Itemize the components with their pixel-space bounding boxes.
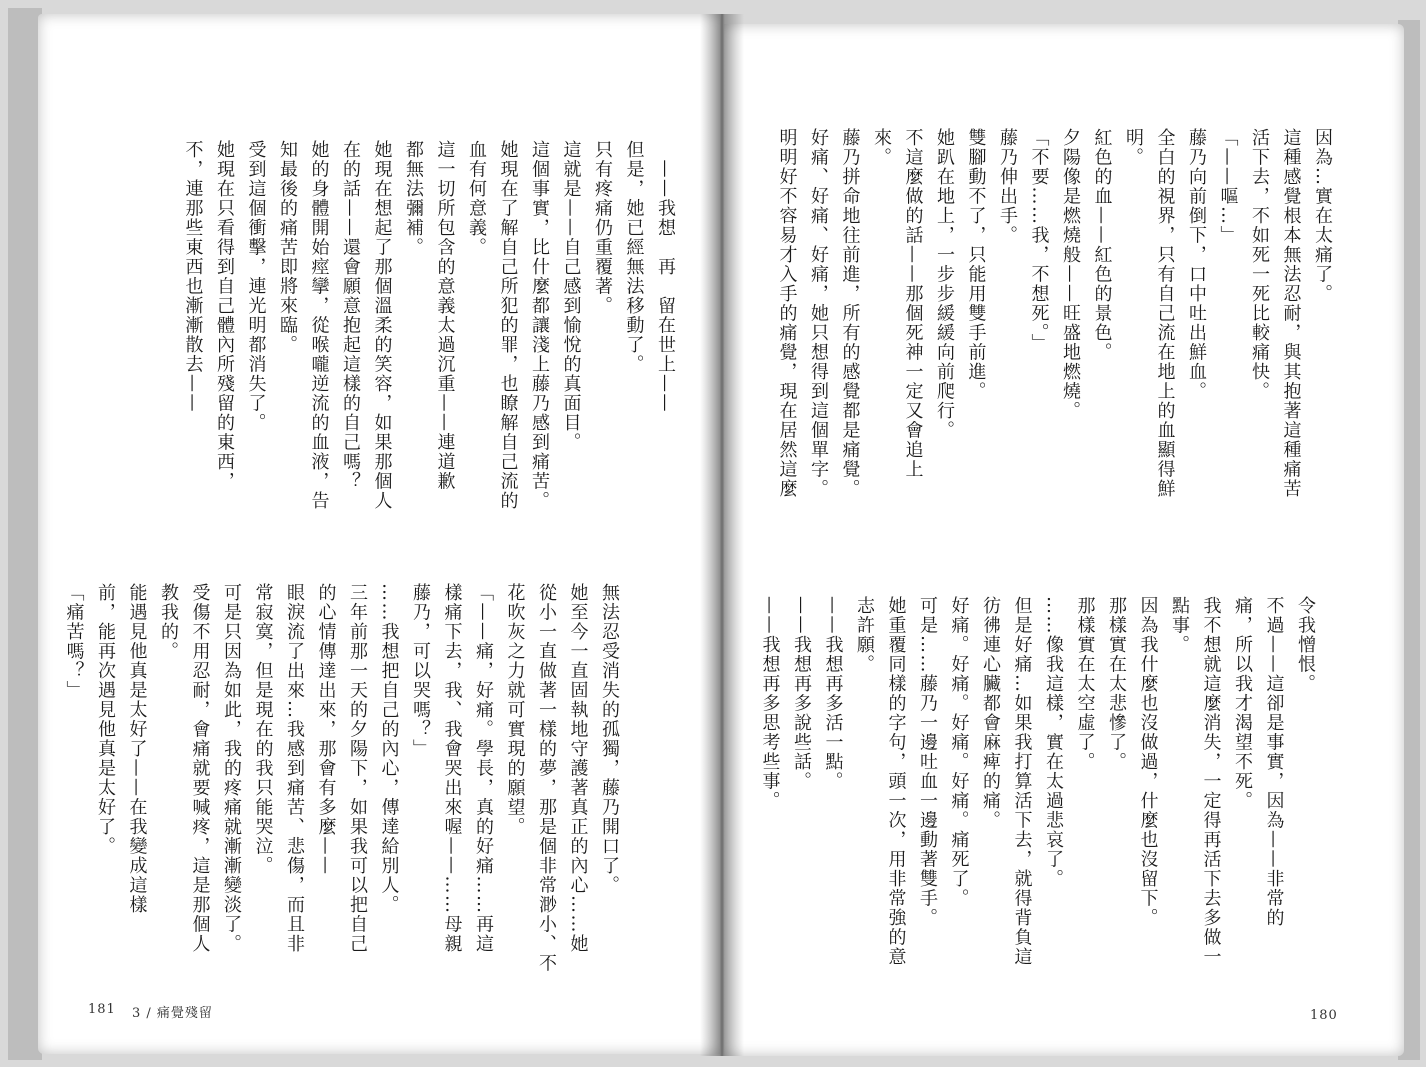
text-line: 受傷不用忍耐，會痛就要喊疼，這是那個人 [189, 583, 211, 954]
text-line: 但是，她已經無法移動了。 [623, 140, 645, 374]
text-line: 花吹灰之力就可實現的願望。 [504, 583, 526, 837]
text-line: 那樣實在太空虛了。 [1074, 596, 1096, 772]
text-line: 三年前那一天的夕陽下，如果我可以把自己 [347, 583, 368, 954]
text-line: 在的話——還會願意抱起這樣的自己嗎？ [340, 140, 361, 491]
text-line: 點事。 [1169, 596, 1190, 655]
text-line: 她趴在地上，一步步緩緩向前爬行。 [934, 128, 955, 440]
book-gutter [700, 14, 744, 1056]
text-line: 這就是——自己感到愉悅的真面目。 [560, 140, 582, 452]
text-line: ——我想再多說些話。 [791, 596, 812, 791]
text-line: 藤乃伸出手。 [997, 128, 1018, 245]
right-page-top-text [771, 128, 1338, 548]
text-line: ……像我這樣，實在太過悲哀了。 [1043, 596, 1064, 889]
text-line: 雙腳動不了，只能用雙手前進。 [965, 128, 987, 401]
text-line: 她現在了解自己所犯的罪，也瞭解自己流的 [497, 140, 519, 511]
text-line: 明。 [1123, 128, 1144, 167]
text-line: 這種感覺根本無法忍耐，與其抱著這種痛苦 [1280, 128, 1302, 499]
text-line: 只有疼痛仍重覆著。 [592, 140, 613, 316]
left-page-top-text [177, 140, 681, 560]
text-line: 活下去，不如死一死比較痛快。 [1249, 128, 1270, 401]
text-line: 這一切所包含的意義太過沉重——連道歉 [434, 140, 456, 491]
text-line: 全白的視界，只有自己流在地上的血顯得鮮 [1154, 128, 1176, 499]
running-head: 3 / 痛覺殘留 [132, 1006, 213, 1021]
text-line: 好痛、好痛、好痛，她只想得到這個單字。 [808, 128, 829, 499]
text-line: 但是好痛…如果我打算活下去，就得背負這 [1011, 596, 1033, 967]
text-line: 痛，所以我才渴望不死。 [1232, 596, 1253, 811]
text-line: 無法忍受消失的孤獨，藤乃開口了。 [599, 583, 620, 895]
text-line: 藤乃向前倒下，口中吐出鮮血。 [1186, 128, 1207, 401]
text-line: 知最後的痛苦即將來臨。 [277, 140, 298, 355]
text-line: 因為…實在太痛了。 [1312, 128, 1333, 304]
text-line: 血有何意義。 [466, 140, 487, 257]
text-line: 紅色的血——紅色的景色。 [1091, 128, 1113, 362]
text-line: 藤乃，可以哭嗎？」 [410, 583, 431, 759]
right-page-bottom-text [754, 596, 1321, 996]
text-line: 「不要……我，不想死。」 [1028, 128, 1050, 353]
text-line: ——我想再多活一點。 [822, 596, 844, 791]
text-line: 那樣實在太悲慘了。 [1106, 596, 1127, 772]
text-line: 因為我什麼也沒做過，什麼也沒留下。 [1137, 596, 1159, 928]
text-line: 好痛。好痛。好痛。好痛。痛死了。 [948, 596, 970, 908]
text-line: 從小一直做著一樣的夢，那是個非常渺小、不 [536, 583, 557, 973]
text-line: 可是只因為如此，我的疼痛就漸漸變淡了。 [221, 583, 242, 954]
text-line: 她重覆同樣的字句，頭一次，用非常強的意 [885, 596, 907, 967]
text-line: 「痛苦嗎？」 [63, 583, 85, 700]
text-line: 夕陽像是燃燒般——旺盛地燃燒。 [1060, 128, 1081, 421]
text-line: 我不想就這麼消失，一定得再活下去多做一 [1200, 596, 1222, 967]
text-line: 教我的。 [158, 583, 179, 661]
text-line: 前，能再次遇見他真是太好了。 [95, 583, 116, 856]
text-line: 不這麼做的話——那個死神一定又會追上 [902, 128, 924, 479]
left-page-bottom-text [58, 583, 625, 993]
text-line: 藤乃拼命地往前進，所有的感覺都是痛覺。 [839, 128, 861, 499]
text-line: 「——嘔…」 [1217, 128, 1239, 245]
text-line: 都無法彌補。 [403, 140, 424, 257]
text-line: 她現在想起了那個溫柔的笑容，如果那個人 [371, 140, 393, 511]
text-line: ……我想把自己的內心，傳達給別人。 [378, 583, 400, 915]
text-line: 志許願。 [854, 596, 875, 674]
right-page-number: 180 [1310, 1008, 1338, 1023]
page-stack-edge [8, 8, 42, 1060]
text-line: 彷彿連心臟都會麻痺的痛。 [980, 596, 1001, 830]
text-line: 明明好不容易才入手的痛覺，現在居然這麼 [776, 128, 798, 499]
text-line: ——我想再多思考些事。 [759, 596, 781, 811]
text-line: 不，連那些東西也漸漸散去—— [182, 140, 204, 413]
text-line: 能遇見他真是太好了——在我變成這樣 [126, 583, 148, 915]
text-line: 「——痛，好痛。學長，真的好痛……再這 [473, 583, 494, 954]
text-line: 的心情傳達出來，那會有多麼—— [315, 583, 337, 876]
left-page-number: 181 [88, 1002, 116, 1017]
text-line: 她至今一直固執地守護著真正的內心……她 [567, 583, 589, 954]
text-line: 受到這個衝擊，連光明都消失了。 [245, 140, 267, 433]
text-line: 不過——這卻是事實，因為——非常的 [1263, 596, 1285, 928]
text-line: 來。 [871, 128, 892, 167]
text-line: 眼淚流了出來…我感到痛苦、悲傷，而且非 [284, 583, 305, 954]
text-line: 可是……藤乃一邊吐血一邊動著雙手。 [917, 596, 938, 928]
text-line: 樣痛下去，我、我會哭出來喔——……母親 [441, 583, 463, 954]
text-line: 令我憎恨。 [1295, 596, 1316, 694]
text-line: 這個事實，比什麼都讓淺上藤乃感到痛苦。 [529, 140, 550, 511]
text-line: 她的身體開始痙攣，從喉嚨逆流的血液，告 [308, 140, 330, 511]
text-line: ——我想 再 留在世上—— [655, 140, 676, 413]
text-line: 她現在只看得到自己體內所殘留的東西， [214, 140, 235, 491]
text-line: 常寂寞，但是現在的我只能哭泣。 [252, 583, 274, 876]
